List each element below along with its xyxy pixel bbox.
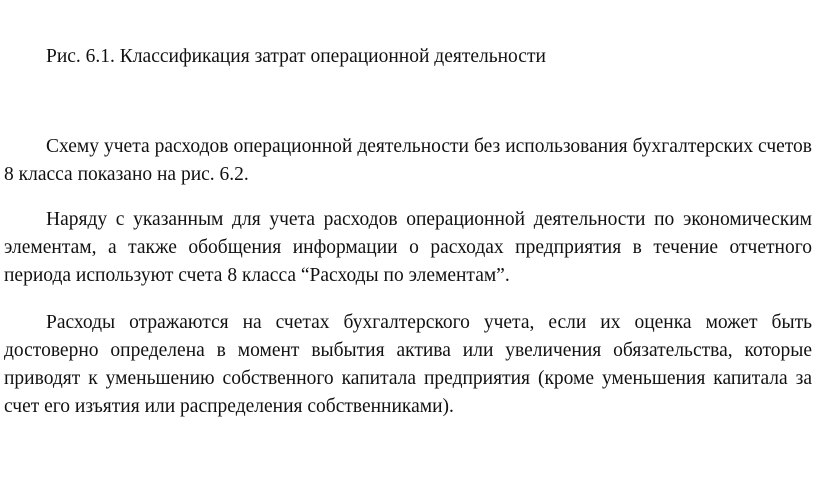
paragraph-class-8-accounts: Наряду с указанным для учета расходов операционной деятельности по экономическим элементам, а также обобщения информации о расходах предприятия в течение отчетного периода используют счета 8 класса “Расходы по элементам”. (4, 209, 812, 286)
figure-caption: Рис. 6.1. Классификация затрат операционной деятельности (46, 46, 546, 67)
paragraph-accounting-scheme: Схему учета расходов операционной деятельности без использования бухгалтерских счетов 8 класса показано на рис. 6.2. (4, 136, 812, 185)
paragraph-expense-recognition: Расходы отражаются на счетах бухгалтерского учета, если их оценка может быть достоверно определена в момент выбытия актива или увеличения обязательства, которые приводят к уменьшению собственного капитала предприятия (кроме уменьшения капитала за счет его изъятия или распределения собственниками). (4, 312, 812, 417)
